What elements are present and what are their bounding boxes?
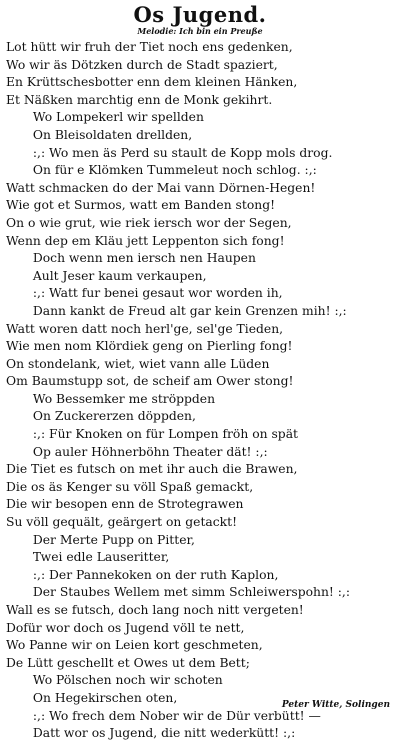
- poem-line: Doch wenn men iersch nen Haupen: [32, 250, 256, 266]
- poem-line: On stondelank, wiet, wiet vann alle Lüden: [6, 355, 270, 371]
- poem-title: Os Jugend.: [133, 2, 267, 27]
- poem-line: Wie men nom Klördiek geng on Pierling fong!: [6, 338, 293, 354]
- author-credit: Peter Witte, Solingen: [281, 700, 390, 710]
- poem-line: Wall es se futsch, doch lang noch nitt vergeten!: [6, 602, 304, 617]
- poem-line: On Bleisoldaten drellden,: [32, 126, 193, 142]
- poem-line: :,: Wo men äs Perd su stault de Kopp mols drog.: [32, 144, 333, 160]
- poem-line: Et Näßken marchtig enn de Monk gekihrt.: [6, 91, 273, 107]
- poem-line: :,: Watt fur benei gesaut wor worden ih,: [32, 285, 283, 301]
- poem-line: On für e Klömken Tummeleut noch schlog. :,:: [32, 162, 317, 178]
- poem-line: :,: Der Pannekoken on der ruth Kaplon,: [32, 566, 279, 582]
- poem-line: Watt woren datt noch herl'ge, sel'ge Tieden,: [6, 320, 284, 336]
- poem-line: Die os äs Kenger su völl Spaß gemackt,: [6, 478, 254, 494]
- poem-body: [6, 38, 398, 742]
- poem-line: En Krüttschesbotter enn dem kleinen Hänken,: [6, 74, 298, 90]
- poem-line: Su völl gequält, geärgert on getackt!: [6, 514, 238, 530]
- poem-line: Wo Lompekerl wir spellden: [32, 109, 204, 125]
- poem-line: Wo wir äs Dötzken durch de Stadt spaziert,: [6, 56, 278, 72]
- poem-line: Datt wor os Jugend, die nitt wederkütt! :,:: [32, 725, 296, 741]
- melody-note: Melodie: Ich bin ein Preuße: [137, 26, 263, 36]
- poem-line: Wenn dep em Kläu jett Leppenton sich fong!: [6, 232, 285, 248]
- poem-line: Der Staubes Wellem met simm Schleiwerspohn! :,:: [32, 584, 351, 600]
- poem-line: Lot hütt wir fruh der Tiet noch ens gedenken,: [6, 39, 293, 54]
- poem-line: Die Tiet es futsch on met ihr auch die Brawen,: [6, 461, 298, 477]
- poem-line: Watt schmacken do der Mai vann Dörnen-Hegen!: [6, 179, 316, 195]
- poem-line: De Lütt geschellt et Owes ut dem Bett;: [6, 654, 250, 670]
- poem-line: Wie got et Surmos, watt em Banden stong!: [6, 197, 276, 213]
- poem-line: Die wir besopen enn de Strotegrawen: [6, 496, 244, 512]
- poem-line: On o wie grut, wie riek iersch wor der Segen,: [6, 214, 292, 230]
- poem-line: Wo Panne wir on Leien kort geschmeten,: [6, 637, 263, 653]
- poem-line: On Hegekirschen oten,: [32, 689, 178, 705]
- poem-line: Twei edle Lauseritter,: [32, 549, 170, 565]
- poem-line: Om Baumstupp sot, de scheif am Ower stong!: [6, 373, 294, 389]
- poem-line: Dofür wor doch os Jugend völl te nett,: [6, 619, 245, 635]
- poem-line: Wo Pölschen noch wir schoten: [32, 672, 223, 688]
- poem-line: Dann kankt de Freud alt gar kein Grenzen mih! :,:: [32, 302, 347, 318]
- poem-line: On Zuckererzen döppden,: [32, 408, 196, 424]
- poem-line: :,: Für Knoken on für Lompen fröh on spät: [32, 426, 299, 442]
- poem-line: Wo Bessemker me ströppden: [32, 390, 216, 406]
- poem-line: :,: Wo frech dem Nober wir de Dür verbütt! —: [32, 707, 321, 723]
- poem-line: Der Merte Pupp on Pitter,: [32, 531, 195, 547]
- poem-line: Ault Jeser kaum verkaupen,: [32, 267, 207, 283]
- poem-line: Op auler Höhnerböhn Theater dät! :,:: [32, 443, 268, 459]
